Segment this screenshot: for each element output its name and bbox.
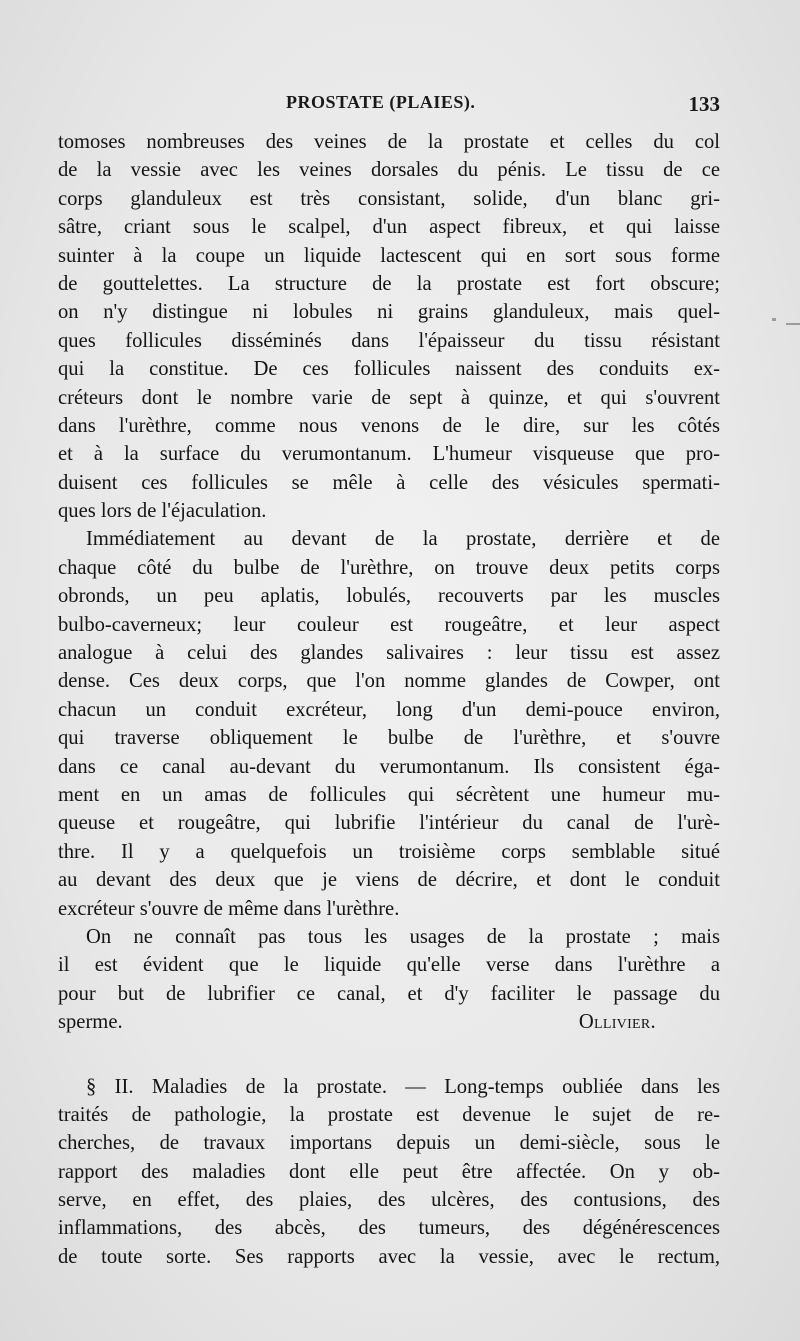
text-line: ques lors de l'éjaculation. — [58, 500, 267, 523]
text-line: on n'y distingue ni lobules ni grains glanduleux, mais quel- — [58, 301, 720, 324]
text-line: duisent ces follicules se mêle à celle des vésicules spermati- — [58, 471, 720, 494]
text-line: corps glanduleux est très consistant, solide, d'un blanc gri- — [58, 187, 720, 210]
text-line: rapport des maladies dont elle peut être affectée. On y ob- — [58, 1160, 720, 1183]
text-line: dans l'urèthre, comme nous venons de le dire, sur les côtés — [58, 414, 720, 437]
text-line: bulbo-caverneux; leur couleur est rougeâtre, et leur aspect — [58, 613, 720, 636]
page-number: 133 — [688, 92, 720, 116]
text-line: Immédiatement au devant de la prostate, derrière et de — [86, 528, 720, 551]
text-line: il est évident que le liquide qu'elle verse dans l'urèthre a — [58, 954, 720, 977]
text-line: obronds, un peu aplatis, lobulés, recouverts par les muscles — [58, 585, 720, 608]
text-line: de toute sorte. Ses rapports avec la vessie, avec le rectum, — [58, 1245, 720, 1268]
text-line: queuse et rougeâtre, qui lubrifie l'intérieur du canal de l'urè- — [58, 812, 720, 835]
text-line: sâtre, criant sous le scalpel, d'un aspect fibreux, et qui laisse — [58, 216, 720, 239]
text-line: qui la constitue. De ces follicules naissent des conduits ex- — [58, 358, 720, 381]
text-line: pour but de lubrifier ce canal, et d'y faciliter le passage du — [58, 982, 720, 1005]
margin-rule-mark — [786, 323, 800, 325]
running-head — [58, 92, 720, 122]
text-line: inflammations, des abcès, des tumeurs, des dégénérescences — [58, 1217, 720, 1240]
text-line: chacun un conduit excréteur, long d'un demi-pouce environ, — [58, 698, 720, 721]
margin-smudge-mark — [772, 318, 776, 321]
text-line: créteurs dont le nombre varie de sept à quinze, et qui s'ouvrent — [58, 386, 720, 409]
text-line: cherches, de travaux importans depuis un demi-siècle, sous le — [58, 1132, 720, 1155]
text-line: On ne connaît pas tous les usages de la prostate ; mais — [86, 925, 720, 948]
text-line: thre. Il y a quelquefois un troisième corps semblable situé — [58, 840, 720, 863]
signature-line — [58, 1008, 720, 1036]
text-line: traités de pathologie, la prostate est devenue le sujet de re- — [58, 1103, 720, 1126]
text-line: chaque côté du bulbe de l'urèthre, on trouve deux petits corps — [58, 556, 720, 579]
text-line: dans ce canal au-devant du verumontanum. Ils consistent éga- — [58, 755, 720, 778]
text-line: de gouttelettes. La structure de la prostate est fort obscure; — [58, 272, 720, 295]
section-heading-line: § II. Maladies de la prostate. — Long-temps oubliée dans les — [86, 1075, 720, 1098]
section-gap — [58, 1037, 720, 1073]
text-line: sperme. — [58, 1011, 123, 1034]
text-line: qui traverse obliquement le bulbe de l'urèthre, et s'ouvre — [58, 727, 720, 750]
running-title: PROSTATE (PLAIES). — [286, 92, 476, 112]
text-line: ques follicules disséminés dans l'épaisseur du tissu résistant — [58, 329, 720, 352]
text-line: excréteur s'ouvre de même dans l'urèthre. — [58, 897, 400, 920]
text-block — [58, 128, 720, 1271]
text-line: suinter à la coupe un liquide lactescent qui en sort sous forme — [58, 244, 720, 267]
text-line: tomoses nombreuses des veines de la prostate et celles du col — [58, 131, 720, 153]
text-line: dense. Ces deux corps, que l'on nomme glandes de Cowper, ont — [58, 670, 720, 693]
text-line: analogue à celui des glandes salivaires : leur tissu est assez — [58, 642, 720, 665]
text-line: et à la surface du verumontanum. L'humeur visqueuse que pro- — [58, 443, 720, 466]
text-line: de la vessie avec les veines dorsales du pénis. Le tissu de ce — [58, 159, 720, 182]
author-signature: Ollivier. — [578, 1011, 656, 1034]
text-line: ment en un amas de follicules qui sécrètent une humeur mu- — [58, 783, 720, 806]
text-line: au devant des deux que je viens de décrire, et dont le conduit — [58, 869, 720, 892]
text-line: serve, en effet, des plaies, des ulcères, des contusions, des — [58, 1189, 720, 1212]
